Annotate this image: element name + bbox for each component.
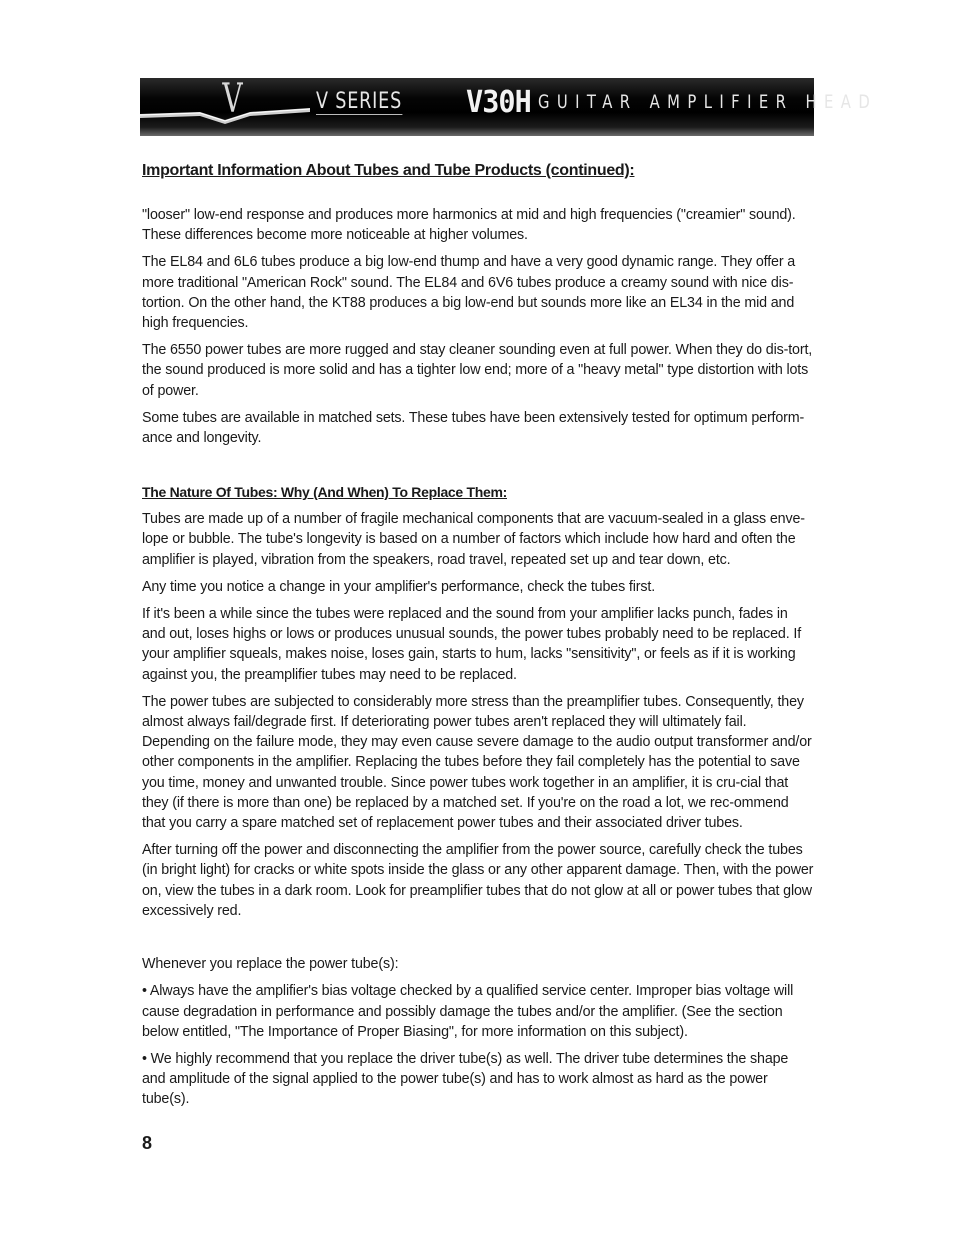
page-number: 8 <box>142 1133 153 1153</box>
document-body <box>142 160 814 1117</box>
model-name: V30H <box>466 85 531 120</box>
header-banner <box>140 76 878 136</box>
paragraph: The EL84 and 6L6 tubes produce a big low-end thump and have a very good dynamic range. They offer a more traditional "American Rock" sound. The EL84 and 6V6 tubes produce a creamy sound with nice dis-tortion. On the other hand, the KT88 produces a big low-end but sounds more like an EL34 in the mid and high frequencies. <box>142 254 796 332</box>
replace-intro: Whenever you replace the power tube(s): <box>142 956 399 973</box>
bullet-item: • Always have the amplifier's bias voltage checked by a qualified service center. Improper bias voltage will cause degradation in performance and possibly damage the tubes and/or the amplifier. (See the section below entitled, "The Importance of Proper Biasing", for more information on this subject). <box>142 983 794 1040</box>
paragraph: After turning off the power and disconnecting the amplifier from the power source, carefully check the tubes (in bright light) for cracks or white spots inside the glass or any other apparent damage. Then, with the power on, view the tubes in a dark room. Look for preamplifier tubes that do not glow at all or power tubes that glow excessively red. <box>142 842 814 919</box>
logo-v: V <box>222 76 243 122</box>
paragraph: "looser" low-end response and produces more harmonics at mid and high frequencies ("creamier" sound). These differences become more noticeable at higher volumes. <box>142 207 796 244</box>
paragraph: If it's been a while since the tubes were replaced and the sound from your amplifier lacks punch, fades in and out, loses highs or lows or produces unusual sounds, the power tubes probably need to be replaced. If your amplifier squeals, makes noise, loses gain, starts to hum, lacks "sensitivity", or feels as if it is working against you, the preamplifier tubes may need to be replaced. <box>142 606 802 683</box>
paragraph: The power tubes are subjected to considerably more stress than the preamplifier tubes. Consequently, they almost always fail/degrade first. If deteriorating power tubes aren't replaced they will ultimately fail. Depending on the failure mode, they may even cause severe damage to the audio output transformer and/or other components in the amplifier. Replacing the tubes before they fail completely has the potential to save you time, money and unwanted trouble. Since power tubes work together in an amplifier, it is cru-cial that they (if there is more than one) be replaced by a matched set. If you're on the road a lot, we rec-ommend that you carry a spare matched set of replacement power tubes and their associated driver tubes. <box>142 693 812 832</box>
paragraph: Any time you notice a change in your amplifier's performance, check the tubes first. <box>142 578 656 595</box>
paragraph: Some tubes are available in matched sets. These tubes have been extensively tested for optimum perform-ance and longevity. <box>142 409 805 447</box>
series-label: V SERIES <box>316 89 403 114</box>
section-heading-nature-of-tubes: The Nature Of Tubes: Why (And When) To Replace Them: <box>142 484 507 501</box>
paragraph: Tubes are made up of a number of fragile mechanical components that are vacuum-sealed in a glass enve-lope or bubble. The tube's longevity is based on a number of factors which include how hard and often the amplifier is played, vibration from the speakers, road travel, repeated set up and tear down, etc. <box>142 511 805 568</box>
paragraph: The 6550 power tubes are more rugged and stay cleaner sounding even at full power. When they do dis-tort, the sound produced is more solid and has a tighter low end; more of a "heavy metal" type distortion with lots of power. <box>142 342 813 399</box>
section-heading-tubes-info: Important Information About Tubes and Tube Products (continued): <box>142 162 635 179</box>
bullet-item: • We highly recommend that you replace the driver tube(s) as well. The driver tube determines the shape and amplitude of the signal applied to the power tube(s) and has to work almost as hard as the power tube(s). <box>142 1050 789 1108</box>
product-title: GUITAR AMPLIFIER HEAD <box>538 91 878 113</box>
